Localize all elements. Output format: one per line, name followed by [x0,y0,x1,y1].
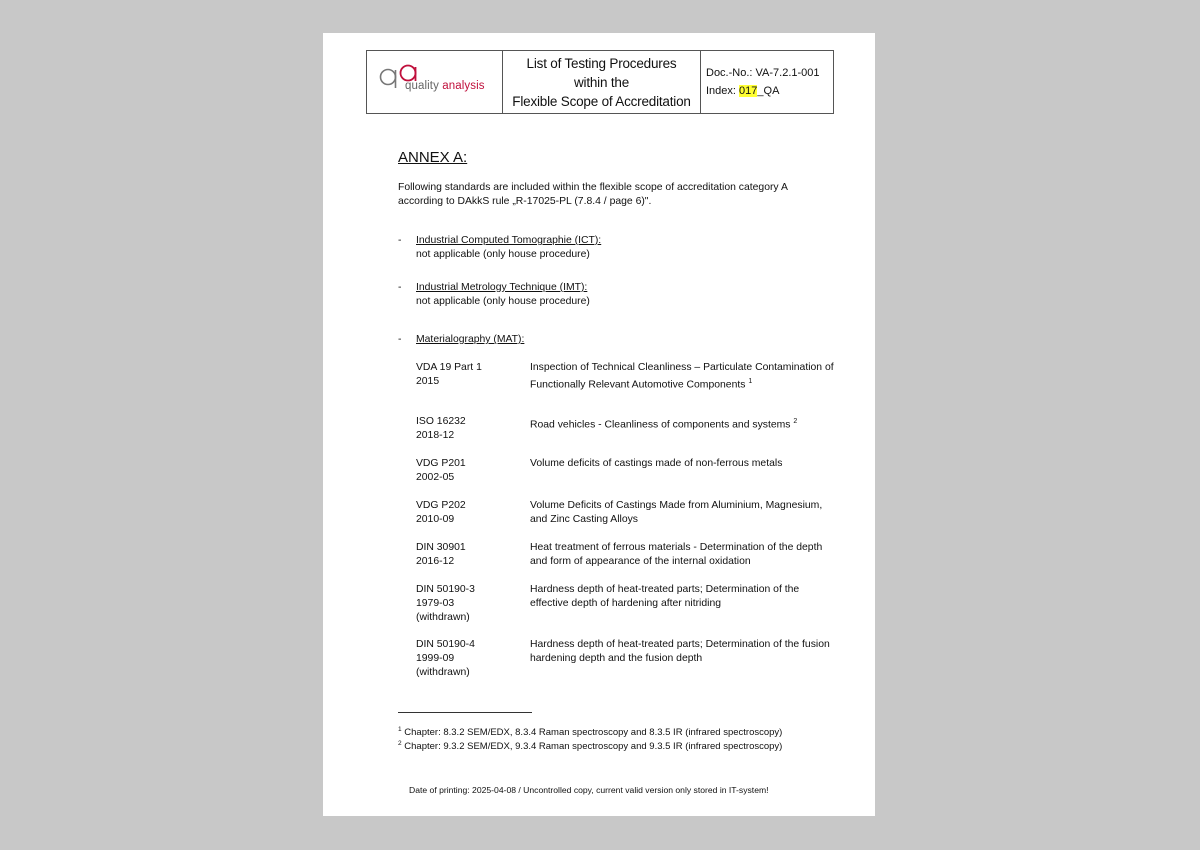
standard-description: Volume Deficits of Castings Made from Aluminium, Magnesium, and Zinc Casting Alloys [530,500,823,525]
standard-description: Heat treatment of ferrous materials - Determination of the depth and form of appearance of the internal oxidation [530,542,823,567]
standard-id: VDG P202 2010-09 [416,500,466,525]
footnote-ref: 1 [748,378,753,385]
index-suffix: _QA [757,85,780,97]
footnote-text: Chapter: 9.3.2 SEM/EDX, 9.3.4 Raman spectroscopy and 9.3.5 IR (infrared spectroscopy) [404,741,783,753]
description-text: Inspection of Technical Cleanliness – Particulate Contamination of Functionally Relevant Automotive Components [530,362,834,391]
standard-description [530,361,840,392]
list-dash: - [398,235,402,246]
standard-description [530,415,840,432]
standard-description: Volume deficits of castings made of non-ferrous metals [530,458,783,469]
footnote-divider [398,712,532,713]
company-logo [367,51,503,113]
footnote-mark: 2 [398,740,402,747]
title-line: Flexible Scope of Accreditation [512,93,691,109]
logo-text-analysis: analysis [442,80,485,92]
section-heading: Industrial Computed Tomographie (ICT): [416,235,602,246]
doc-index [706,82,833,100]
annex-title: ANNEX A: [398,149,468,166]
logo-text [405,80,485,92]
title-line: within the [573,74,630,90]
document-title [503,51,701,113]
list-dash: - [398,334,402,345]
title-line: List of Testing Procedures [526,55,677,71]
section-text: not applicable (only house procedure) [416,296,590,307]
index-number-highlight: 017 [739,85,758,97]
doc-number: Doc.-No.: VA-7.2.1-001 [706,67,820,79]
annex-intro: Following standards are included within the flexible scope of accreditation category A according to DAkkS rule „R-17025-PL (7.8.4 / page 6)". [398,182,788,207]
standard-description: Hardness depth of heat-treated parts; Determination of the effective depth of hardening after nitriding [530,584,800,609]
footnote-mark: 1 [398,726,402,733]
section-heading: Industrial Metrology Technique (IMT): [416,282,588,293]
list-dash: - [398,282,402,293]
logo-text-quality: quality [405,80,439,92]
document-meta [701,51,833,113]
document-page [323,33,875,816]
standard-id: DIN 50190-4 1999-09 (withdrawn) [416,639,475,678]
standard-id: DIN 30901 2016-12 [416,542,466,567]
standard-id: VDA 19 Part 1 2015 [416,362,482,387]
standard-id: ISO 16232 2018-12 [416,416,466,441]
footnote-ref: 2 [793,418,798,425]
footnote-text: Chapter: 8.3.2 SEM/EDX, 8.3.4 Raman spectroscopy and 8.3.5 IR (infrared spectroscopy) [404,727,783,739]
index-label: Index: [706,85,736,97]
standard-id: VDG P201 2002-05 [416,458,466,483]
standard-description: Hardness depth of heat-treated parts; Determination of the fusion hardening depth and the fusion depth [530,639,830,664]
description-text: Road vehicles - Cleanliness of components and systems [530,419,791,431]
section-heading: Materialography (MAT): [416,334,525,345]
print-footer: Date of printing: 2025-04-08 / Uncontrolled copy, current valid version only stored in IT-system! [409,785,769,795]
standard-id: DIN 50190-3 1979-03 (withdrawn) [416,584,475,623]
footnote [398,737,782,753]
document-header-table [366,50,834,114]
section-text: not applicable (only house procedure) [416,249,590,260]
